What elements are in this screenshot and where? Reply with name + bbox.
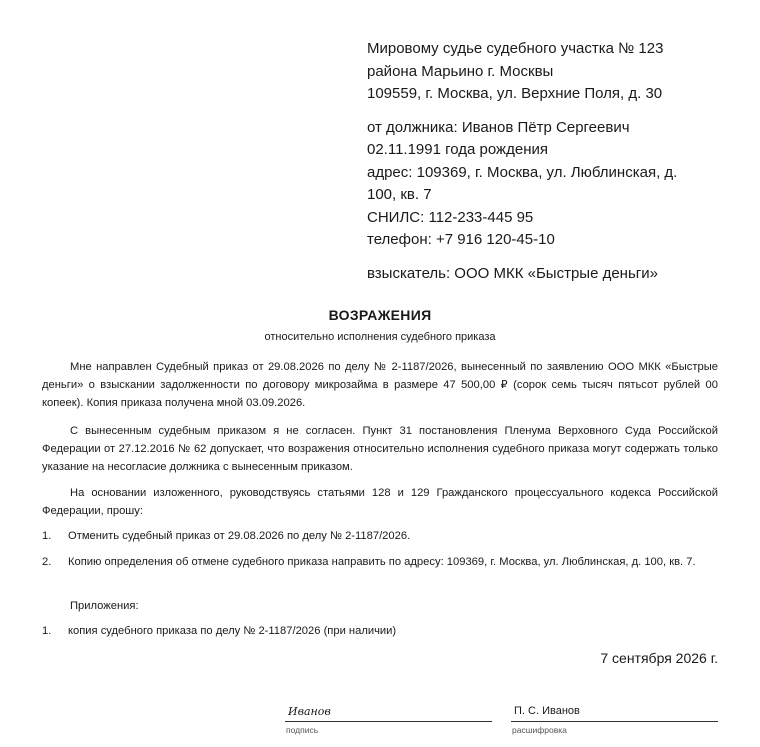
handwritten-signature: Иванов xyxy=(288,705,331,718)
debtor-name: от должника: Иванов Пётр Сергеевич xyxy=(367,118,630,136)
document-title: ВОЗРАЖЕНИЯ xyxy=(328,307,432,323)
paragraph-3: На основании изложенного, руководствуясь статьями 128 и 129 Гражданского процессуального кодекса Российской Федерации, прошу: xyxy=(42,487,718,517)
signature-label: подпись xyxy=(286,725,319,735)
request-text: Копию определения об отмене судебного приказа направить по адресу: 109369, г. Москва, ул. Люблинская, д. 100, кв. 7. xyxy=(68,556,696,568)
request-item-2 xyxy=(42,553,718,589)
document-subtitle: относительно исполнения судебного приказа xyxy=(264,331,496,343)
court-line-1: Мировому судье судебного участка № 123 xyxy=(367,40,664,57)
debtor-snils: СНИЛС: 112-233-445 95 xyxy=(367,208,534,226)
decoding-line xyxy=(511,721,718,722)
court-line-2: района Марьино г. Москвы xyxy=(367,62,554,80)
debtor-address-cont: 100, кв. 7 xyxy=(367,186,432,203)
signature-line xyxy=(285,721,492,722)
attachments-title: Приложения: xyxy=(70,600,139,612)
request-number: 2. xyxy=(42,556,52,568)
decoding-label: расшифровка xyxy=(512,725,567,735)
paragraph-1: Мне направлен Судебный приказ от 29.08.2026 по делу № 2-1187/2026, вынесенный по заявлению ООО МКК «Быстрые деньги» о взыскании задолженности по договору микрозайма в размере 47 500,00 ₽ (сорок семь тысяч пятьсот рублей 00 копеек). Копия приказа получена мной 03.09.2026. xyxy=(42,361,718,409)
request-item-1 xyxy=(42,527,718,545)
debtor-phone: телефон: +7 916 120-45-10 xyxy=(367,231,555,248)
document-date: 7 сентября 2026 г. xyxy=(600,650,718,666)
request-text: Отменить судебный приказ от 29.08.2026 по делу № 2-1187/2026. xyxy=(68,530,411,542)
paragraph-2: С вынесенным судебным приказом я не согласен. Пункт 31 постановления Пленума Верховного Суда Российской Федерации от 27.12.2016 № 62 допускает, что возражения относительно исполнения судебного приказа могут содержать только указание на несогласие должника с вынесенным приказом. xyxy=(42,425,718,473)
signature-decoding: П. С. Иванов xyxy=(514,705,580,717)
creditor-line: взыскатель: ООО МКК «Быстрые деньги» xyxy=(367,264,658,282)
debtor-birthdate: 02.11.1991 года рождения xyxy=(367,141,548,158)
court-line-3: 109559, г. Москва, ул. Верхние Поля, д. 30 xyxy=(367,85,663,102)
debtor-address: адрес: 109369, г. Москва, ул. Люблинская, д. xyxy=(367,163,678,181)
attachment-item-1 xyxy=(42,622,718,640)
request-number: 1. xyxy=(42,530,52,542)
attachment-text: копия судебного приказа по делу № 2-1187/2026 (при наличии) xyxy=(68,625,397,637)
attachment-number: 1. xyxy=(42,625,52,637)
addressee-block xyxy=(367,38,727,285)
